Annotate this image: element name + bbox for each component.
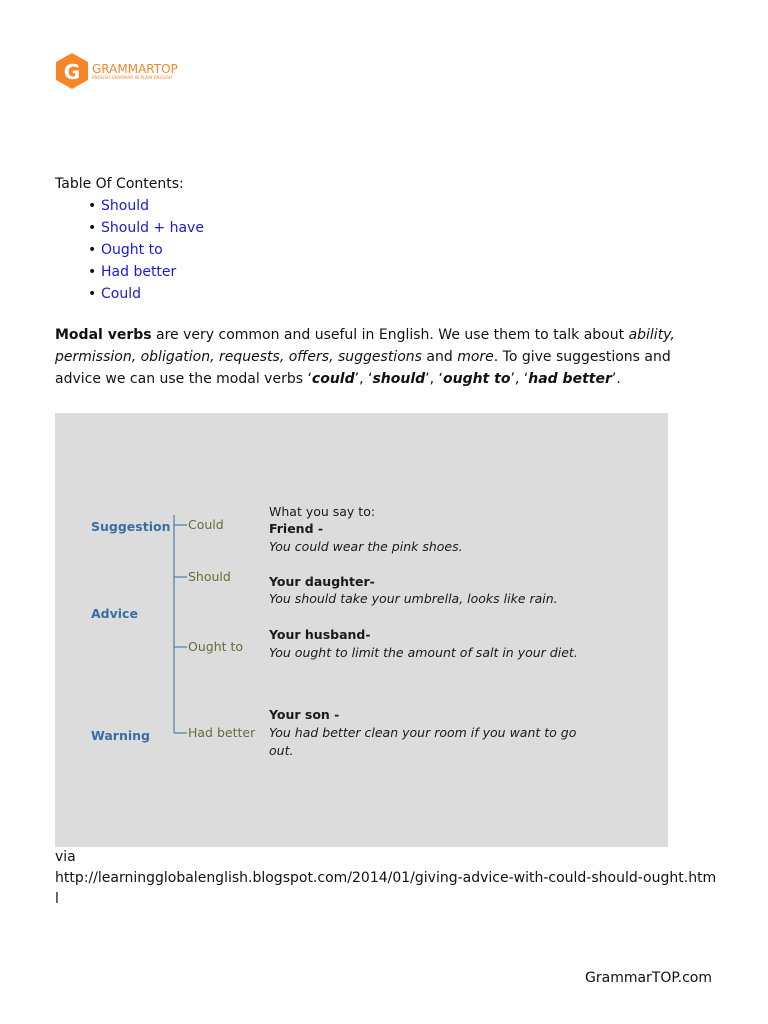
table-of-contents [55,173,204,305]
brand-name: GRAMMARTOP [92,61,178,76]
intro-italic-1: ability, permission, obligation, requests, offers, suggestions [55,327,675,365]
term-should: should [372,371,426,387]
term-had-better: had better [528,371,612,387]
intro-text-3: . To give suggestions and advice we can use the modal verbs ‘ [55,349,671,387]
entry-text-son-2: out. [269,743,294,758]
via-label: via [55,849,76,865]
entry-who-husband: Your husband- [269,627,371,642]
toc-item-should [101,195,204,217]
toc-title: Table Of Contents: [55,176,184,192]
entry-who-son: Your son - [269,707,340,722]
toc-link-had-better[interactable]: Had better [101,264,177,280]
entry-text-husband: You ought to limit the amount of salt in your diet. [269,645,578,660]
footer-site-name: GrammarTOP.com [585,970,712,986]
diagram-svg [55,413,668,847]
intro-text-2: and [421,349,458,365]
category-advice: Advice [91,606,138,621]
verb-should: Should [188,569,231,584]
logo-letter: G [63,60,81,84]
verb-had-better: Had better [188,725,256,740]
intro-sep-3: ’, ‘ [510,371,529,387]
verb-could: Could [188,517,224,532]
toc-link-ought-to[interactable]: Ought to [101,242,163,258]
entry-text-daughter: You should take your umbrella, looks like rain. [269,591,558,606]
category-warning: Warning [91,728,150,743]
brand-tagline: ENGLISH GRAMMAR IN PLAIN ENGLISH [92,74,173,80]
verb-ought-to: Ought to [188,639,244,654]
entry-text-friend: You could wear the pink shoes. [269,539,463,554]
term-could: could [311,371,355,387]
toc-link-should-have[interactable]: Should + have [101,220,204,236]
category-suggestion: Suggestion [91,519,171,534]
modal-verbs-diagram [55,413,668,847]
toc-item-had-better [101,261,204,283]
entry-text-son-1: You had better clean your room if you want to go [269,725,577,740]
brand-logo[interactable] [54,52,178,90]
intro-italic-2: more [457,349,494,365]
intro-sep-2: ’, ‘ [425,371,443,387]
image-source [55,847,720,910]
modal-verbs-term: Modal verbs [55,327,152,343]
intro-paragraph [55,324,715,390]
toc-item-should-have [101,217,204,239]
term-ought-to: ought to [442,371,511,387]
intro-sep-1: ’, ‘ [354,371,373,387]
toc-item-ought-to [101,239,204,261]
toc-list [55,195,204,305]
intro-end: ’. [611,371,621,387]
source-url[interactable]: http://learningglobalenglish.blogspot.com/2014/01/giving-advice-with-could-should-ought.html [55,870,717,907]
entry-who-friend: Friend - [269,521,324,536]
grammartop-logo-icon [54,52,90,90]
toc-link-could[interactable]: Could [101,286,141,302]
toc-item-could [101,283,204,305]
toc-link-should[interactable]: Should [101,198,149,214]
header-what-you-say: What you say to: [269,504,376,519]
entry-who-daughter: Your daughter- [269,574,375,589]
intro-text-1: are very common and useful in English. We use them to talk about [151,327,629,343]
